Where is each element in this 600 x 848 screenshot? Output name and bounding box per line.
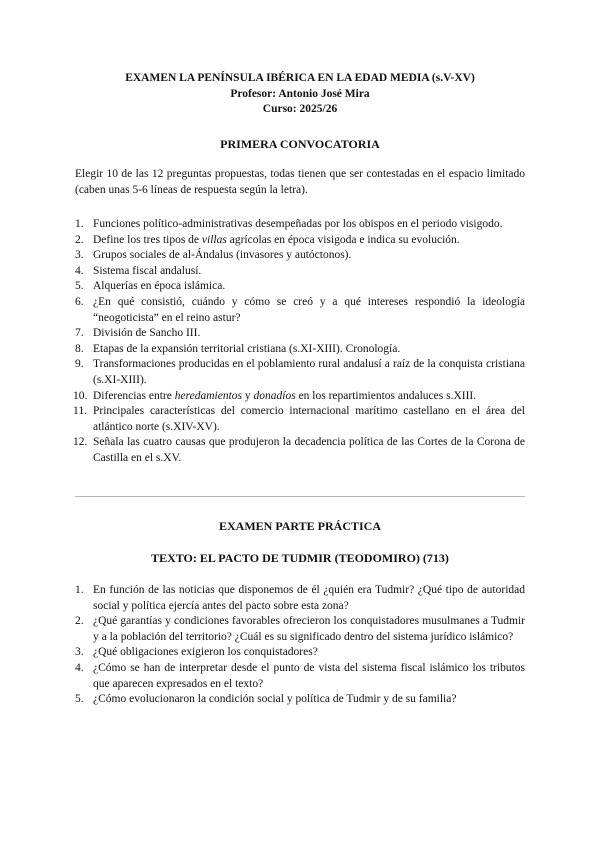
list-item: 11. Principales características del comercio internacional marítimo castellano en el área del atlántico norte (s.XIV-XV).	[73, 405, 525, 433]
list-item: 10. Diferencias entre heredamientos y donadíos en los repartimientos andaluces s.XIII.	[73, 389, 477, 402]
practical-title: EXAMEN PARTE PRÁCTICA	[218, 519, 382, 533]
exam-title: EXAMEN LA PENÍNSULA IBÉRICA EN LA EDAD MEDIA (s.V-XV)	[125, 72, 475, 84]
list-item: 1. Funciones político-administrativas desempeñadas por los obispos en el periodo visigodo.	[75, 218, 503, 230]
first-call-title: PRIMERA CONVOCATORIA	[220, 137, 380, 151]
list-item: 7. División de Sancho III.	[75, 327, 201, 340]
list-item: 1. En función de las noticias que disponemos de él ¿quién era Tudmir? ¿Qué tipo de autoridad social y política ejercía antes del pacto sobre esta zona?	[75, 584, 525, 612]
instructions: Elegir 10 de las 12 preguntas propuestas, todas tienen que ser contestadas en el espacio limitado (caben unas 5-6 líneas de respuesta según la letra).	[75, 168, 525, 196]
list-item: 4. Sistema fiscal andalusí.	[75, 264, 202, 277]
professor-line: Profesor: Antonio José Mira	[230, 87, 370, 100]
text-title: TEXTO: EL PACTO DE TUDMIR (TEODOMIRO) (713)	[151, 551, 449, 565]
list-item: 6. ¿En qué consistió, cuándo y cómo se creó y a qué intereses respondió la ideología “neogoticista” en el reino astur?	[75, 295, 525, 324]
list-item: 3. Grupos sociales de al-Ándalus (invasores y autóctonos).	[75, 249, 352, 262]
course-line: Curso: 2025/26	[262, 103, 338, 115]
list-item: 2. Define los tres tipos de villas agrícolas en época visigoda e indica su evolución.	[75, 233, 460, 246]
list-item: 4. ¿Cómo se han de interpretar desde el punto de vista del sistema fiscal islámico los tributos que aparecen expresados en el texto?	[75, 661, 525, 690]
exam-header	[0, 71, 600, 118]
practical-questions-list	[75, 583, 525, 708]
list-item: 9. Transformaciones producidas en el poblamiento rural andalusí a raíz de la conquista cristiana (s.XI-XIII).	[75, 358, 525, 386]
theory-questions-list	[75, 217, 525, 467]
list-item: 5. Alquerías en época islámica.	[75, 280, 226, 293]
list-item: 12. Señala las cuatro causas que produjeron la decadencia política de las Cortes de la Corona de Castilla en el s.XV.	[73, 436, 525, 464]
list-item: 2. ¿Qué garantías y condiciones favorables ofrecieron los conquistadores musulmanes a Tudmir y a la población del territorio? ¿Cuál es su significado dentro del sistema jurídico islámico?	[75, 615, 525, 643]
list-item: 5. ¿Cómo evolucionaron la condición social y política de Tudmir y de su familia?	[75, 693, 457, 706]
section-divider	[75, 496, 525, 497]
list-item: 3. ¿Qué obligaciones exigieron los conquistadores?	[75, 646, 318, 659]
list-item: 8. Etapas de la expansión territorial cristiana (s.XI-XIII). Cronología.	[75, 342, 401, 355]
